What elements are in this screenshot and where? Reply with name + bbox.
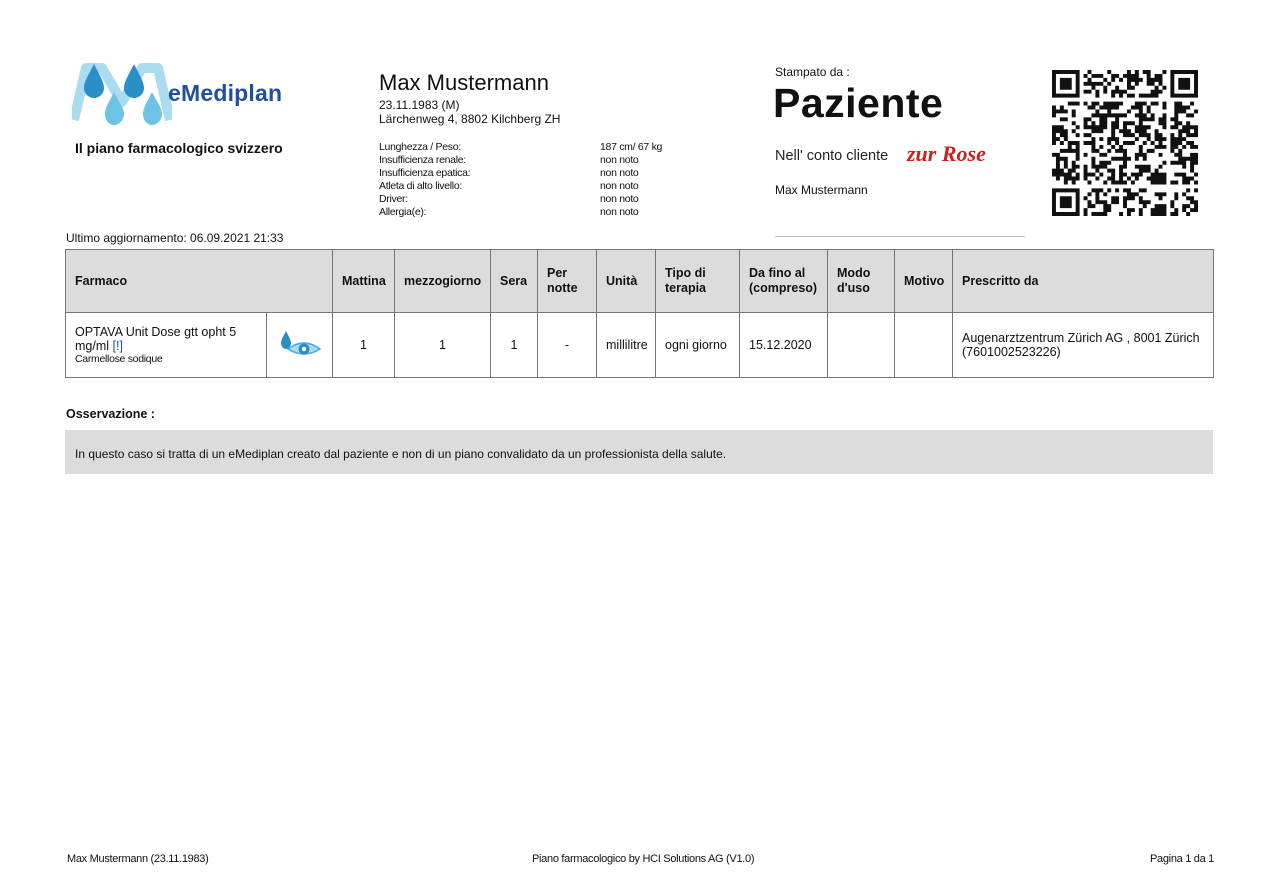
patient-info-value: non noto [600,180,639,192]
drug-cell [66,313,267,378]
last-update: Ultimo aggiornamento: 06.09.2021 21:33 [66,231,284,245]
date-range-cell: 15.12.2020 [740,313,828,378]
col-header-motivo: Motivo [895,250,953,313]
patient-info-value: non noto [600,193,639,205]
patient-name: Max Mustermann [379,70,549,95]
col-header-per-notte: Per notte [538,250,597,313]
emediplan-logo-icon [72,62,172,128]
patient-info-label: Insufficienza renale: [379,154,466,166]
patient-info-value: non noto [600,167,639,179]
printed-by-label: Stampato da : [775,65,850,79]
prescriber-cell: Augenarztzentrum Zürich AG , 8001 Zürich (7601002523226) [953,313,1214,378]
col-header-prescritto: Prescritto da [953,250,1214,313]
observation-text: In questo caso si tratta di un eMediplan creato dal paziente e non di un piano convalidato da un professionista della salute. [75,447,727,461]
qr-code-icon [1052,70,1198,216]
patient-info-label: Atleta di alto livello: [379,180,462,192]
patient-info-label: Insufficienza epatica: [379,167,471,179]
footer-page-number: Pagina 1 da 1 [1150,853,1214,865]
printed-by-value: Paziente [773,80,944,126]
col-header-modo: Modo d'uso [828,250,895,313]
document-subtitle: Il piano farmacologico svizzero [75,140,283,156]
patient-info-label: Driver: [379,193,408,205]
col-header-farmaco: Farmaco [66,250,333,313]
patient-info-value: non noto [600,154,639,166]
drug-warning-link[interactable]: [!] [112,339,123,353]
col-header-mattina: Mattina [333,250,395,313]
dose-notte: - [538,313,597,378]
drug-name: OPTAVA Unit Dose gtt opht 5 mg/ml [75,325,237,353]
dose-sera: 1 [491,313,538,378]
table-row [66,313,1214,378]
usage-cell [828,313,895,378]
dose-mattina: 1 [333,313,395,378]
therapy-type-cell: ogni giorno [656,313,740,378]
zur-rose-logo: zur Rose [907,141,986,166]
footer-credit: Piano farmacologico by HCI Solutions AG (V1.0) [532,853,755,865]
col-header-da-fino: Da fino al (compreso) [740,250,828,313]
eye-drops-icon [278,329,322,359]
account-name: Max Mustermann [775,183,868,197]
col-header-unita: Unità [597,250,656,313]
footer-patient: Max Mustermann (23.11.1983) [67,853,209,865]
col-header-tipo: Tipo di terapia [656,250,740,313]
reason-cell [895,313,953,378]
observation-label: Osservazione : [66,407,155,421]
patient-dob: 23.11.1983 (M) [379,98,460,112]
account-label: Nell' conto cliente [775,148,889,164]
drug-substance: Carmellose sodique [75,353,163,365]
patient-info-value: non noto [600,206,639,218]
drug-icon-cell [267,313,333,378]
col-header-mezzogiorno: mezzogiorno [395,250,491,313]
patient-address: Lärchenweg 4, 8802 Kilchberg ZH [379,112,561,126]
signature-line [775,236,1025,237]
patient-info-value: 187 cm/ 67 kg [600,141,663,153]
unit-cell: millilitre [597,313,656,378]
col-header-sera: Sera [491,250,538,313]
medication-table [65,249,1214,378]
brand-name: eMediplan [168,80,283,106]
patient-info-label: Allergia(e): [379,206,427,218]
table-header-row [66,250,1214,313]
dose-mezzogiorno: 1 [395,313,491,378]
patient-info-label: Lunghezza / Peso: [379,141,461,153]
